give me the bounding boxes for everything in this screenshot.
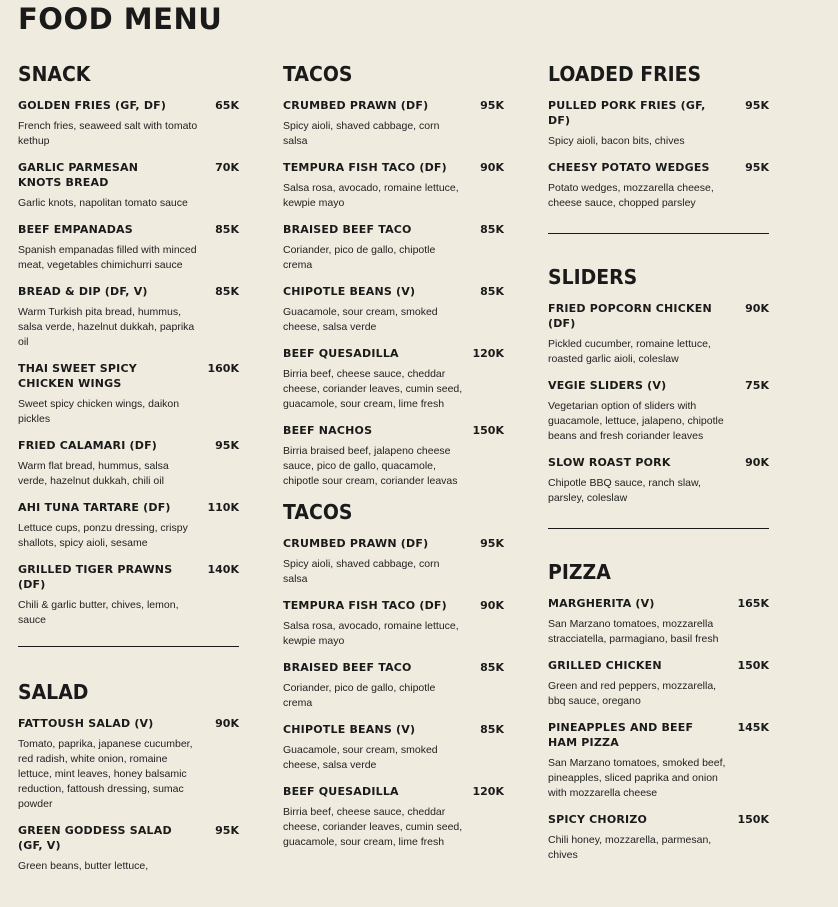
menu-item-price: 165K	[737, 597, 769, 610]
menu-item-description: Salsa rosa, avocado, romaine lettuce, kewpie mayo	[283, 620, 459, 647]
menu-item-header	[283, 222, 504, 237]
menu-item-description: Vegetarian option of sliders with guacamole, lettuce, jalapeno, chipotle beans and fresh coriander leaves	[548, 400, 724, 442]
menu-section	[283, 62, 504, 489]
menu-item-name: SLOW ROAST PORK	[548, 456, 671, 469]
menu-item	[283, 784, 504, 850]
menu-item-name: CRUMBED PRAWN (DF)	[283, 99, 429, 112]
menu-item-name: GRILLED CHICKEN	[548, 659, 662, 672]
menu-item-name: CHEESY POTATO WEDGES	[548, 161, 710, 174]
menu-item-header	[548, 812, 769, 827]
menu-item-price: 150K	[472, 424, 504, 437]
menu-item-price: 90K	[480, 161, 504, 174]
menu-item-price: 90K	[745, 456, 769, 469]
menu-item-description: Spanish empanadas filled with minced meat, vegetables chimichurri sauce	[18, 244, 197, 271]
menu-item-name: FRIED POPCORN CHICKEN (DF)	[548, 302, 712, 330]
menu-item-price: 95K	[215, 824, 239, 837]
menu-item-header	[18, 500, 239, 515]
menu-item	[283, 660, 504, 711]
menu-item-price: 160K	[207, 362, 239, 375]
menu-item-header	[18, 98, 239, 113]
section-title: TACOS	[283, 62, 353, 86]
menu-item	[283, 222, 504, 273]
menu-item-header	[18, 284, 239, 299]
menu-item-description: Spicy aioli, shaved cabbage, corn salsa	[283, 558, 440, 585]
menu-item-price: 90K	[480, 599, 504, 612]
menu-item-price: 95K	[480, 537, 504, 550]
menu-item-name: AHI TUNA TARTARE (DF)	[18, 501, 171, 514]
menu-item-price: 85K	[480, 223, 504, 236]
menu-item-description: Salsa rosa, avocado, romaine lettuce, kewpie mayo	[283, 182, 459, 209]
menu-item-price: 150K	[737, 659, 769, 672]
menu-item-name: CRUMBED PRAWN (DF)	[283, 537, 429, 550]
section-title: SALAD	[18, 680, 89, 704]
menu-item	[283, 536, 504, 587]
menu-column-3	[548, 62, 769, 874]
menu-item-name: FRIED CALAMARI (DF)	[18, 439, 158, 452]
menu-section	[548, 62, 769, 211]
menu-item-description: Birria braised beef, jalapeno cheese sauce, pico de gallo, quacamole, chipotle sour cream, coriander leavas	[283, 445, 458, 487]
menu-item-header	[283, 660, 504, 675]
menu-item-header	[18, 562, 239, 592]
menu-item-price: 110K	[207, 501, 239, 514]
menu-item-name: BEEF EMPANADAS	[18, 223, 133, 236]
menu-item-name: VEGIE SLIDERS (V)	[548, 379, 667, 392]
menu-item-name: PINEAPPLES AND BEEF HAM PIZZA	[548, 721, 694, 749]
menu-item-price: 95K	[480, 99, 504, 112]
menu-item	[548, 378, 769, 444]
section-title: SLIDERS	[548, 265, 638, 289]
menu-item-name: CHIPOTLE BEANS (V)	[283, 285, 416, 298]
menu-item	[18, 562, 239, 628]
menu-item	[548, 455, 769, 506]
menu-item-name: FATTOUSH SALAD (V)	[18, 717, 154, 730]
menu-item-name: BRAISED BEEF TACO	[283, 223, 412, 236]
menu-item-description: Chipotle BBQ sauce, ranch slaw, parsley, coleslaw	[548, 477, 701, 504]
menu-item-price: 90K	[745, 302, 769, 315]
section-title: LOADED FRIES	[548, 62, 702, 86]
menu-item	[548, 98, 769, 149]
menu-item-price: 95K	[215, 439, 239, 452]
menu-item-price: 85K	[480, 723, 504, 736]
section-divider	[18, 646, 239, 647]
menu-item-header	[548, 720, 769, 750]
menu-item-description: Green beans, butter lettuce,	[18, 860, 149, 872]
menu-item-price: 120K	[472, 785, 504, 798]
page-title: FOOD MENU	[18, 2, 223, 36]
menu-item-price: 150K	[737, 813, 769, 826]
menu-item-price: 95K	[745, 99, 769, 112]
menu-item-description: French fries, seaweed salt with tomato kethup	[18, 120, 198, 147]
menu-item-name: THAI SWEET SPICY CHICKEN WINGS	[18, 362, 137, 390]
menu-item-name: CHIPOTLE BEANS (V)	[283, 723, 416, 736]
menu-item-price: 85K	[215, 285, 239, 298]
menu-section	[18, 62, 239, 628]
menu-item-description: Guacamole, sour cream, smoked cheese, salsa verde	[283, 744, 438, 771]
menu-section	[548, 560, 769, 863]
menu-item-header	[283, 346, 504, 361]
menu-item-price: 70K	[215, 161, 239, 174]
menu-item-header	[283, 536, 504, 551]
menu-item-description: Tomato, paprika, japanese cucumber, red radish, white onion, romaine lettuce, mint leaves, honey balsamic reduction, fattoush dressing, sumac powder	[18, 738, 193, 810]
menu-item-price: 65K	[215, 99, 239, 112]
menu-item	[283, 160, 504, 211]
menu-item-header	[283, 160, 504, 175]
menu-item	[18, 823, 239, 874]
menu-item-name: GRILLED TIGER PRAWNS (DF)	[18, 563, 173, 591]
menu-item	[548, 160, 769, 211]
menu-item-description: Guacamole, sour cream, smoked cheese, salsa verde	[283, 306, 438, 333]
menu-item-name: BEEF QUESADILLA	[283, 785, 399, 798]
menu-item-description: Chili & garlic butter, chives, lemon, sauce	[18, 599, 179, 626]
menu-item-description: Garlic knots, napolitan tomato sauce	[18, 197, 188, 209]
menu-item	[548, 301, 769, 367]
menu-item-description: Birria beef, cheese sauce, cheddar cheese, coriander leaves, cumin seed, guacamole, sour cream, lime fresh	[283, 368, 463, 410]
menu-item-name: SPICY CHORIZO	[548, 813, 648, 826]
menu-item	[18, 222, 239, 273]
menu-item-header	[18, 823, 239, 853]
menu-item-name: GREEN GODDESS SALAD (GF, V)	[18, 824, 172, 852]
menu-item-header	[548, 596, 769, 611]
menu-item	[18, 361, 239, 427]
menu-item-price: 85K	[480, 285, 504, 298]
menu-section	[283, 500, 504, 850]
menu-item	[18, 500, 239, 551]
menu-item-name: BRAISED BEEF TACO	[283, 661, 412, 674]
menu-column-1	[18, 62, 239, 885]
menu-item-description: Coriander, pico de gallo, chipotle crema	[283, 244, 436, 271]
menu-item-price: 90K	[215, 717, 239, 730]
menu-item	[18, 438, 239, 489]
menu-item-price: 145K	[737, 721, 769, 734]
menu-item-description: Warm flat bread, hummus, salsa verde, hazelnut dukkah, chili oil	[18, 460, 169, 487]
menu-item	[283, 423, 504, 489]
menu-item	[18, 716, 239, 812]
menu-item-header	[548, 301, 769, 331]
menu-item-description: Chili honey, mozzarella, parmesan, chives	[548, 834, 712, 861]
menu-item-name: MARGHERITA (V)	[548, 597, 655, 610]
menu-item-description: Pickled cucumber, romaine lettuce, roasted garlic aioli, coleslaw	[548, 338, 711, 365]
menu-item-description: Warm Turkish pita bread, hummus, salsa verde, hazelnut dukkah, paprika oil	[18, 306, 195, 348]
menu-item-description: San Marzano tomatoes, mozzarella stracciatella, parmagiano, basil fresh	[548, 618, 719, 645]
menu-item	[18, 98, 239, 149]
menu-item-description: Green and red peppers, mozzarella, bbq sauce, oregano	[548, 680, 717, 707]
menu-item-name: GARLIC PARMESAN KNOTS BREAD	[18, 161, 139, 189]
menu-item-header	[283, 423, 504, 438]
menu-item-header	[18, 222, 239, 237]
menu-item-header	[548, 658, 769, 673]
menu-item-description: Birria beef, cheese sauce, cheddar cheese, coriander leaves, cumin seed, guacamole, sour cream, lime fresh	[283, 806, 463, 848]
menu-item-description: Coriander, pico de gallo, chipotle crema	[283, 682, 436, 709]
section-title: TACOS	[283, 500, 353, 524]
menu-item-header	[18, 361, 239, 391]
menu-item-header	[18, 160, 239, 190]
menu-item	[18, 160, 239, 211]
menu-item-name: BEEF NACHOS	[283, 424, 373, 437]
menu-item-header	[548, 98, 769, 128]
menu-item-price: 140K	[207, 563, 239, 576]
menu-item-description: Lettuce cups, ponzu dressing, crispy shallots, spicy aioli, sesame	[18, 522, 188, 549]
menu-item-header	[548, 378, 769, 393]
menu-item-description: San Marzano tomatoes, smoked beef, pineapples, sliced paprika and onion with mozzarella cheese	[548, 757, 726, 799]
section-title: PIZZA	[548, 560, 611, 584]
menu-item	[283, 722, 504, 773]
menu-item-name: BEEF QUESADILLA	[283, 347, 399, 360]
menu-item-description: Spicy aioli, bacon bits, chives	[548, 135, 685, 147]
menu-item	[283, 598, 504, 649]
section-divider	[548, 528, 769, 529]
menu-item	[283, 346, 504, 412]
menu-item-header	[283, 598, 504, 613]
menu-item-name: BREAD & DIP (DF, V)	[18, 285, 148, 298]
menu-section	[18, 680, 239, 874]
menu-item-header	[18, 438, 239, 453]
menu-item-price: 120K	[472, 347, 504, 360]
menu-item-description: Potato wedges, mozzarella cheese, cheese sauce, chopped parsley	[548, 182, 714, 209]
section-divider	[548, 233, 769, 234]
menu-column-2	[283, 62, 504, 861]
menu-item	[548, 658, 769, 709]
menu-item-header	[548, 160, 769, 175]
menu-item-description: Spicy aioli, shaved cabbage, corn salsa	[283, 120, 440, 147]
menu-section	[548, 265, 769, 506]
menu-item-name: TEMPURA FISH TACO (DF)	[283, 161, 447, 174]
menu-item-price: 85K	[215, 223, 239, 236]
menu-item-name: TEMPURA FISH TACO (DF)	[283, 599, 447, 612]
menu-item	[548, 812, 769, 863]
menu-item	[283, 284, 504, 335]
menu-item	[18, 284, 239, 350]
menu-item-price: 95K	[745, 161, 769, 174]
menu-item-header	[283, 284, 504, 299]
menu-item	[548, 720, 769, 801]
menu-item-header	[283, 722, 504, 737]
menu-item-name: GOLDEN FRIES (GF, DF)	[18, 99, 167, 112]
menu-item-header	[18, 716, 239, 731]
section-title: SNACK	[18, 62, 91, 86]
menu-item-price: 75K	[745, 379, 769, 392]
menu-item	[548, 596, 769, 647]
menu-item-header	[283, 98, 504, 113]
menu-item-price: 85K	[480, 661, 504, 674]
menu-item-description: Sweet spicy chicken wings, daikon pickles	[18, 398, 180, 425]
menu-item-header	[548, 455, 769, 470]
menu-item-header	[283, 784, 504, 799]
menu-item	[283, 98, 504, 149]
menu-item-name: PULLED PORK FRIES (GF, DF)	[548, 99, 706, 127]
